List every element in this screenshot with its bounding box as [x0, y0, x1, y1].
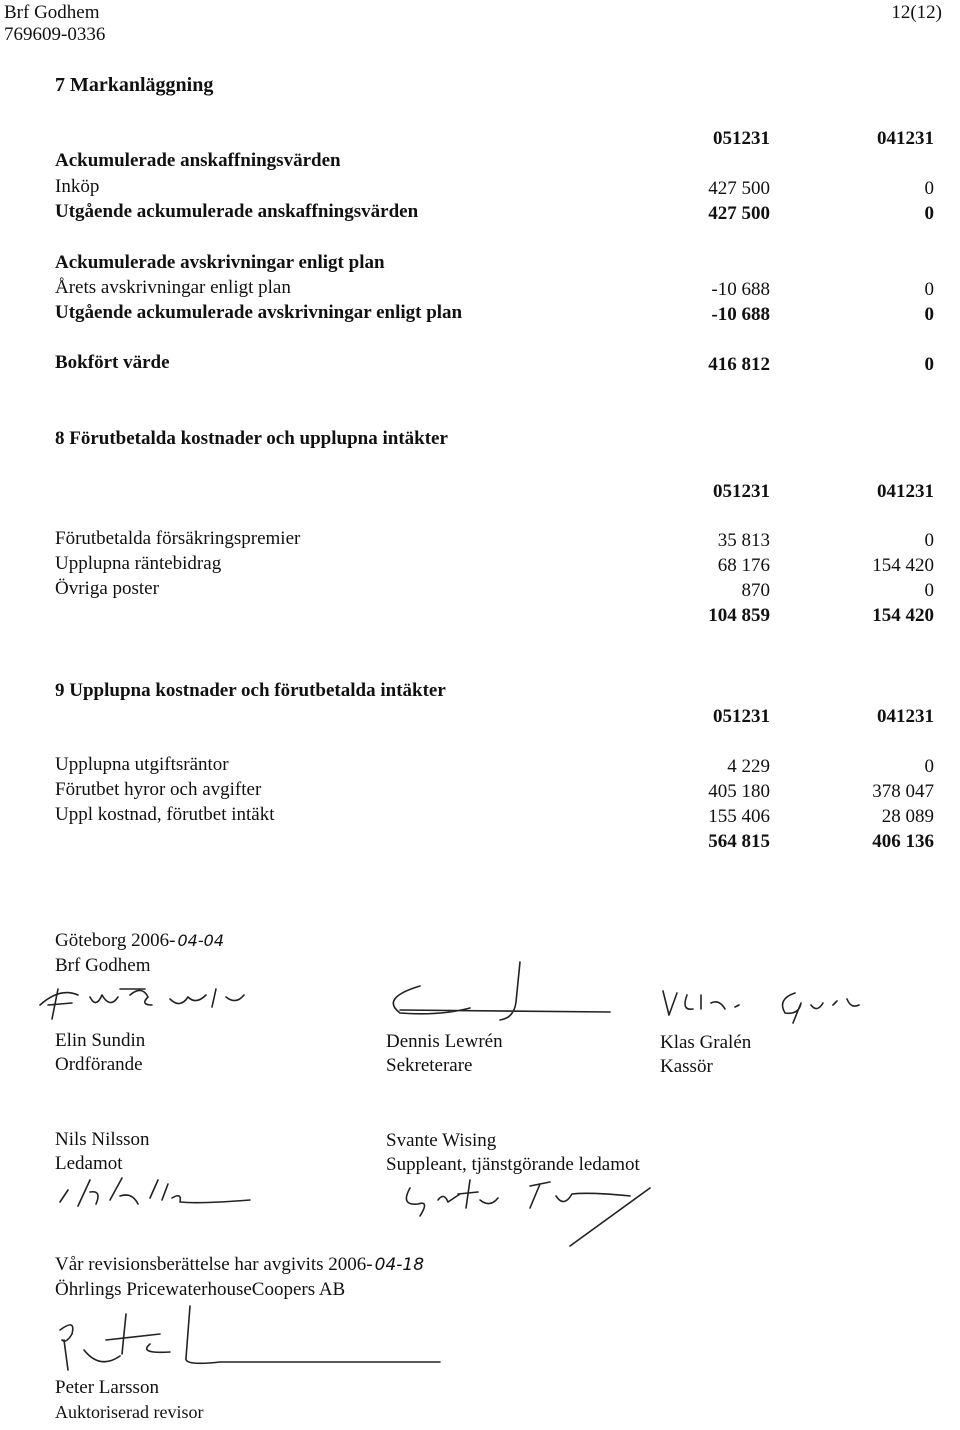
signatory-role: Suppleant, tjänstgörande ledamot: [386, 1154, 640, 1175]
note8-col1-header: 051231: [713, 481, 770, 502]
note8-row-v2: 154 420: [872, 555, 934, 576]
note7-row-v1: 427 500: [708, 178, 770, 199]
signature-dennis-lewren: [370, 958, 620, 1026]
note7-title: 7 Markanläggning: [55, 74, 214, 96]
org-name: Brf Godhem: [4, 2, 100, 23]
note7-row-label: Utgående ackumulerade avskrivningar enligt plan: [55, 302, 463, 323]
note9-total-v1: 564 815: [708, 831, 770, 852]
signature-nils-nilsson: [50, 1170, 270, 1215]
signatory-role: Ordförande: [55, 1054, 143, 1075]
signature-peter-larsson: [40, 1300, 460, 1380]
note9-row-label: Förutbet hyror och avgifter: [55, 779, 262, 800]
note8-row-v1: 870: [741, 580, 770, 601]
note8-col2-header: 041231: [877, 481, 934, 502]
signatory-name: Svante Wising: [386, 1130, 497, 1151]
signatory-role: Sekreterare: [386, 1055, 473, 1076]
org-number: 769609-0336: [4, 24, 106, 45]
auditor-title: Auktoriserad revisor: [55, 1402, 204, 1422]
place-date: [55, 930, 224, 952]
note9-title: 9 Upplupna kostnader och förutbetalda intäkter: [55, 680, 446, 701]
note7-row-v2: 0: [924, 203, 934, 224]
page-number: 12(12): [891, 2, 942, 23]
note9-row-v1: 4 229: [727, 756, 770, 777]
note9-row-v1: 155 406: [708, 806, 770, 827]
place-date-printed: Göteborg 2006-: [55, 930, 176, 951]
note8-total-v2: 154 420: [872, 605, 934, 626]
signing-org: Brf Godhem: [55, 955, 151, 976]
note8-row-v1: 35 813: [717, 530, 770, 551]
note9-total-v2: 406 136: [872, 831, 934, 852]
note9-row-v2: 378 047: [872, 781, 934, 802]
audit-statement-line: [55, 1254, 424, 1276]
note7-row-v2: 0: [924, 354, 934, 375]
note7-row-v1: 427 500: [708, 203, 770, 224]
signatory-role: Kassör: [660, 1056, 713, 1077]
audit-firm: Öhrlings PricewaterhouseCoopers AB: [55, 1279, 346, 1300]
note8-row-v1: 68 176: [717, 555, 770, 576]
note7-row-v2: 0: [924, 279, 934, 300]
note7-row-label: Inköp: [55, 176, 100, 197]
note7-col2-header: 041231: [877, 128, 934, 149]
signatory-name: Elin Sundin: [55, 1030, 146, 1051]
note7-row-v2: 0: [924, 178, 934, 199]
note9-row-label: Upplupna utgiftsräntor: [55, 754, 229, 775]
note7-row-v2: 0: [924, 304, 934, 325]
note7-row-v1: -10 688: [711, 279, 770, 300]
signature-klas-gralen: [655, 975, 895, 1025]
signatory-name: Nils Nilsson: [55, 1129, 150, 1150]
note9-col2-header: 041231: [877, 706, 934, 727]
note9-row-v2: 28 089: [881, 806, 934, 827]
note8-row-v2: 0: [924, 530, 934, 551]
note9-row-label: Uppl kostnad, förutbet intäkt: [55, 804, 275, 825]
note7-row-v1: -10 688: [711, 304, 770, 325]
note7-row-label: Ackumulerade avskrivningar enligt plan: [55, 252, 385, 273]
note7-row-v1: 416 812: [708, 354, 770, 375]
note7-row-label: Årets avskrivningar enligt plan: [55, 277, 291, 298]
note7-col1-header: 051231: [713, 128, 770, 149]
audit-handwritten-date: 04-18: [374, 1255, 425, 1275]
note9-row-v2: 0: [924, 756, 934, 777]
note8-row-label: Upplupna räntebidrag: [55, 553, 222, 574]
note7-row-label: Utgående ackumulerade anskaffningsvärden: [55, 201, 419, 222]
signature-elin-sundin: [30, 975, 280, 1025]
signatory-role: Ledamot: [55, 1153, 123, 1174]
audit-statement: Vår revisionsberättelse har avgivits 2006-: [55, 1254, 373, 1275]
signatory-name: Klas Gralén: [660, 1032, 752, 1053]
signatory-name: Dennis Lewrén: [386, 1031, 503, 1052]
note8-total-v1: 104 859: [708, 605, 770, 626]
auditor-name: Peter Larsson: [55, 1377, 159, 1398]
note8-row-v2: 0: [924, 580, 934, 601]
note8-row-label: Förutbetalda försäkringspremier: [55, 528, 301, 549]
handwritten-date: 04-04: [177, 931, 224, 950]
note7-row-label: Bokfört värde: [55, 352, 170, 373]
note8-row-label: Övriga poster: [55, 578, 159, 599]
note9-row-v1: 405 180: [708, 781, 770, 802]
note9-col1-header: 051231: [713, 706, 770, 727]
signature-svante-wising: [380, 1172, 670, 1252]
note8-title: 8 Förutbetalda kostnader och upplupna intäkter: [55, 428, 448, 449]
note7-row-label: Ackumulerade anskaffningsvärden: [55, 150, 341, 171]
